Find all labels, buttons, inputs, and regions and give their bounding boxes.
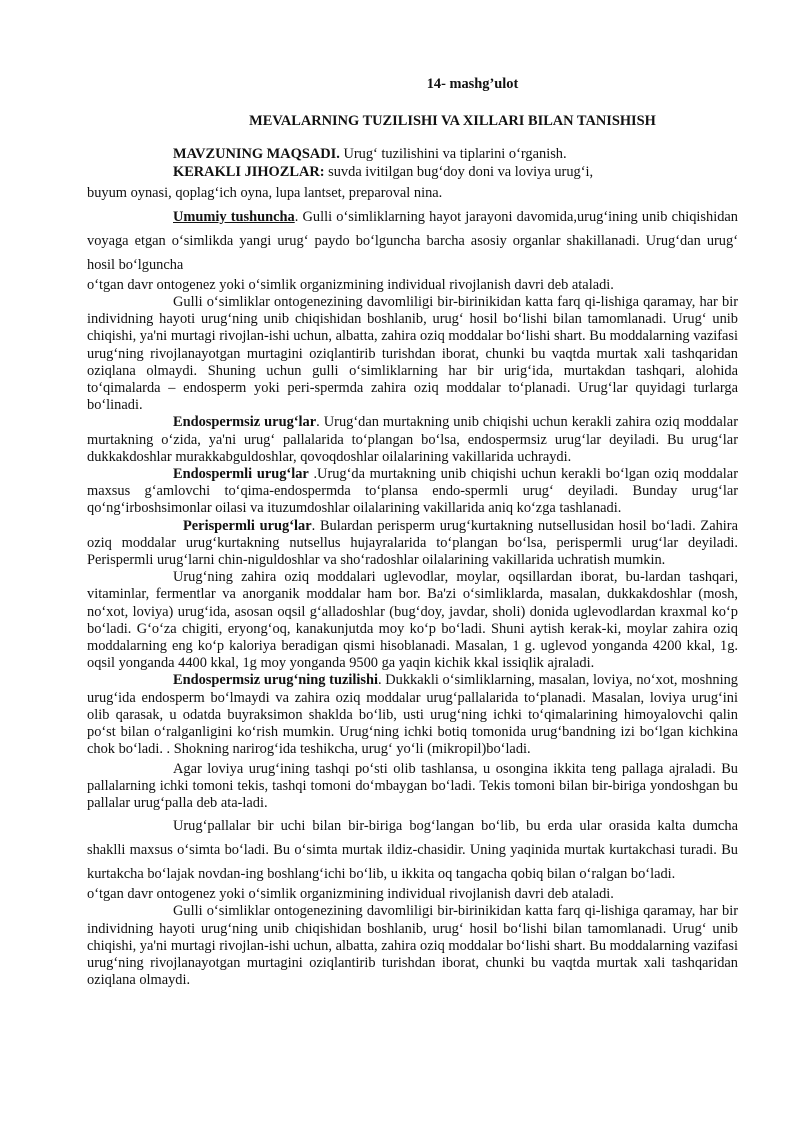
equipment-line <box>87 164 738 181</box>
paragraph-structure <box>87 672 738 758</box>
structure-label: Endospermsiz urug‘ning tuzilishi <box>173 672 378 689</box>
lesson-number: 14- mashg’ulot <box>426 76 519 92</box>
paragraph-seed-coat: Agar loviya urug‘ining tashqi po‘sti olib tashlansa, u osongina ikkita teng pallaga ajraladi. Bu pallalarning ichki tomoni tekis, tashqi tomoni do‘mbaygan bo‘ladi. Tekis tomoni bilan bir-biriga yondoshgan bu pallalar urug‘palla deb ata-ladi. <box>87 760 738 811</box>
equipment-label: KERAKLI JIHOZLAR: <box>173 163 325 180</box>
paragraph-endospermic <box>87 466 738 518</box>
paragraph-cotyledon: Urug‘pallalar bir uchi bilan bir-biriga bog‘langan bo‘lib, bu erda ular orasida kalta dumcha shaklli maxsus o‘simta bo‘ladi. Bu o‘simta murtak ildiz-chasidir. Uning yaqinida murtak kurtakchasi turadi. Bu kurtakcha bo‘lajak novdan-ing boshlang‘ichi bo‘lib, u ikkita oq tangacha qobiq bilan o‘ralgan bo‘ladi. <box>87 818 738 883</box>
perispermic-label: Perispermli urug‘lar <box>183 517 312 534</box>
general-line2: o‘tgan davr ontogenez yoki o‘simlik organizmining individual rivojlanish davri deb ataladi. <box>87 276 614 293</box>
repeat-line: o‘tgan davr ontogenez yoki o‘simlik organizmining individual rivojlanish davri deb ataladi. <box>87 886 614 903</box>
goal-text: Urug‘ tuzilishini va tiplarini o‘rganish. <box>339 146 567 163</box>
general-label: Umumiy tushuncha <box>173 208 295 225</box>
paragraph-ontogenesis: Gulli o‘simliklar ontogenezining davomliligi bir-birinikidan katta farq qi-lishiga qaramay, har bir individning hayoti urug‘ning unib chiqishidan boshlanib, urug‘ hosil bo‘lishi bilan tamomlanadi. Urug‘ unib chiqishi, ya'ni murtagi rivojlan-ishi uchun, albatta, zahira oziq moddalar bo‘lishi shart. Bu moddalarning vazifasi urug‘ning rivojlanayotgan murtagini oziqlantirib turishdan iborat, chunki bu vaqtda murtak xali tashqaridan oziqlana olmaydi. Shuning uchun gulli o‘simliklarning har bir urig‘ida, murtakdan tashqari, alohida to‘qimalarda – endosperm yoki peri-spermda zahira oziq moddalar to‘planadi. Urug‘lar quyidagi turlarga bo‘linadi. <box>87 294 738 414</box>
goal-label: MAVZUNING MAQSADI. <box>173 146 340 163</box>
endospermless-text: . Urug‘dan murtakning unib chiqishi uchun kerakli zahira oziq moddalar murtakning o‘zida, ya'ni urug‘ pallalarida to‘plangan bo‘lsa, endospermsiz urug‘lar deyiladi. Bu urug‘lar dukkakdoshlar murakkabguldoshlar, qovoqdoshlar oilalarining vakillarida uchraydi. <box>87 414 738 465</box>
endospermic-label: Endospermli urug‘lar <box>173 466 309 483</box>
perispermic-text: . Bulardan perisperm urug‘kurtakning nutsellusidan hosil bo‘ladi. Zahira oziq moddalar urug‘kurtakning nutsellus hujayralarida to‘plangan bo‘lsa, perispermli urug‘lar deyiladi. Perispermli urug‘larni chin-niguldoshlar va sho‘radoshlar oilalarining vakillarida uchratish mumkin. <box>87 517 738 569</box>
paragraph-endospermless <box>87 414 738 466</box>
equipment-text: suvda ivitilgan bug‘doy doni va loviya urug‘i, <box>324 163 594 180</box>
equipment-cont: buyum oynasi, qoplag‘ich oyna, lupa lantset, preparoval nina. <box>87 184 443 201</box>
document-title: MEVALARNING TUZILISHI VA XILLARI BILAN TANISHISH <box>249 113 656 130</box>
structure-text: . Dukkakli o‘simliklarning, masalan, loviya, no‘xot, moshning urug‘ida endosperm bo‘lmaydi va zahira oziq moddalar urug‘pallalarida to‘planadi. Masalan, loviya urug‘ini olib qarasak, u odatda buyraksimon shaklda bo‘lib, usti urug‘ning ichki to‘qimalarining himoyalovchi qalin po‘st bilan o‘ralganligini ko‘rish mumkin. Urug‘ning ichki botiq tomonida urug‘bandning izi bo‘lgan kichkina chok bo‘ladi. . Shokning narirog‘ida teshikcha, urug‘ yo‘li (mikropil)bo‘ladi. <box>87 672 738 758</box>
general-text: . Gulli o‘simliklarning hayot jarayoni davomida,urug‘ining unib chiqishidan voyaga etgan o‘simlikda yangi urug‘ paydo bo‘lguncha barcha asosiy organlar shakillanadi. Urug‘dan urug‘ hosil bo‘lguncha <box>87 208 738 273</box>
goal-line <box>87 146 738 163</box>
endospermless-label: Endospermsiz urug‘lar <box>173 414 317 431</box>
paragraph-perispermic <box>87 518 738 570</box>
paragraph-repeat: Gulli o‘simliklar ontogenezining davomliligi bir-birinikidan katta farq qi-lishiga qaramay, har bir individning hayoti urug‘ning unib chiqishidan boshlanib, urug‘ hosil bo‘lishi bilan tamomlanadi. Urug‘ unib chiqishi, ya'ni murtagi rivojlan-ishi uchun, albatta, zahira oziq moddalar bo‘lishi shart. Bu moddalarning vazifasi urug‘ning rivojlanayotgan murtagini oziqlantirib turishdan iborat, chunki bu vaqtda murtak xali tashqaridan oziqlana olmaydi. <box>87 903 738 989</box>
endospermic-text: .Urug‘da murtakning unib chiqishi uchun kerakli bo‘lgan oziq moddalar maxsus g‘amlovchi to‘qima-endospermda to‘plansa endo-spermli urug‘ deyiladi. Bunday urug‘lar qo‘ng‘irboshsimonlar oilasi va ituzumdoshlar oilalarining vakillarida aniq ko‘zga tashlanadi. <box>87 466 738 517</box>
general-paragraph <box>87 205 738 277</box>
paragraph-nutrients: Urug‘ning zahira oziq moddalari uglevodlar, moylar, oqsillardan iborat, bu-lardan tashqari, vitaminlar, fermentlar va anorganik moddalar ham bor. Ba'zi o‘simliklarda, masalan, dukkakdoshlar (mosh, no‘xot, loviya) urug‘ida, asosan oqsil g‘alladoshlar (bug‘doy, javdar, sholi) donida uglevodlardan kraxmal ko‘p bo‘ladi. G‘o‘za chigiti, eryong‘oq, kanakunjutda moy ko‘p bo‘ladi. Shuni aytish kerak-ki, moylar zahira oziq moddalarning eng ko‘p kaloriya beradigan qismi hisoblanadi. Masalan, 1 g. uglevod yonganda 4200 kkal, 1g. oqsil yonganda 4400 kkal, 1g moy yonganda 9500 ga yaqin kichik kkal issiqlik ajraladi. <box>87 569 738 672</box>
